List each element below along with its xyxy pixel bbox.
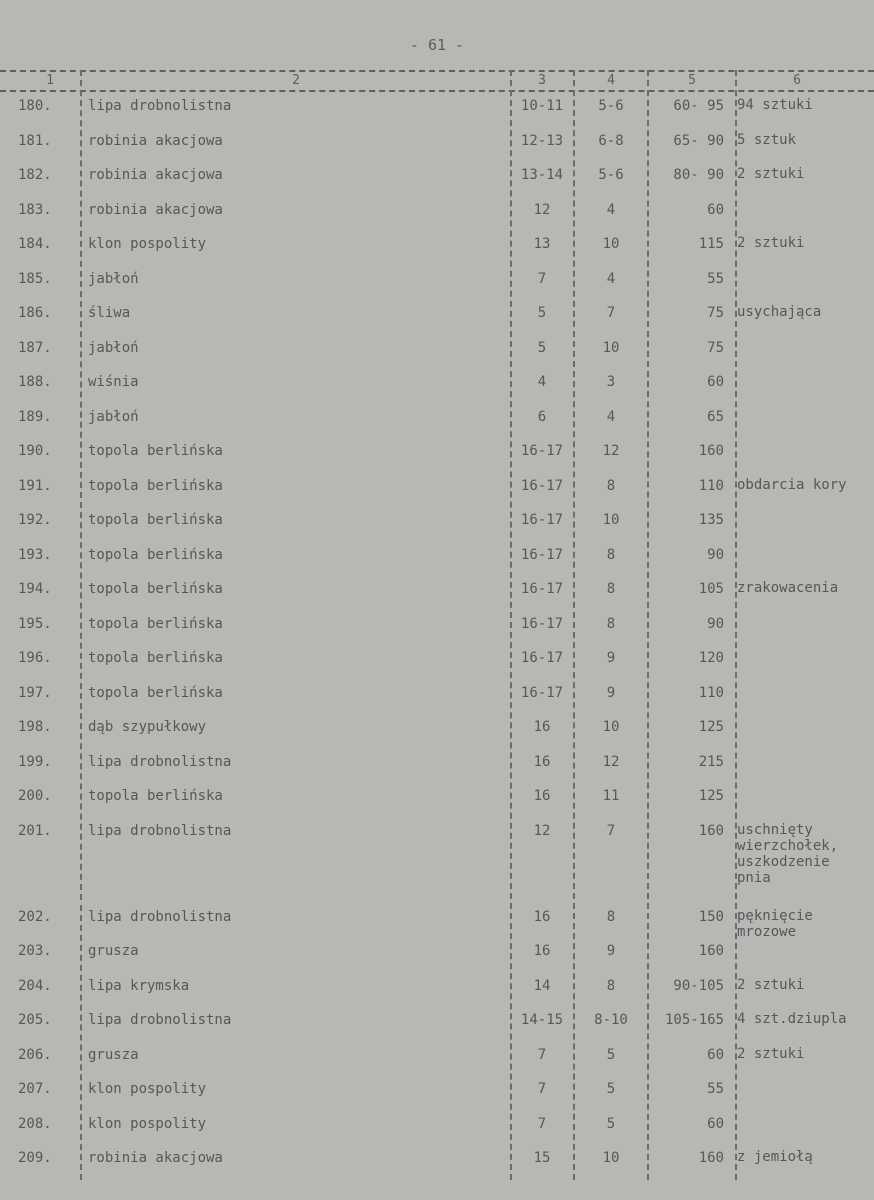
diameter-value: 9: [606, 650, 616, 666]
species-name: grusza: [88, 943, 139, 959]
row-number: 189.: [18, 408, 52, 425]
height-value: 16-17: [520, 512, 564, 528]
species-name: lipa drobnolistna: [88, 822, 232, 839]
perimeter-value: 110: [698, 477, 724, 494]
species-name: jabłoń: [88, 408, 139, 425]
table-row: [0, 408, 874, 438]
species-name: robinia akacjowa: [88, 1150, 223, 1166]
row-number: 197.: [18, 684, 52, 701]
table-row: [0, 1115, 874, 1145]
perimeter-value: 105: [698, 581, 724, 597]
table-row: [0, 201, 874, 231]
height-value: 7: [537, 1115, 547, 1132]
height-value: 12: [533, 201, 551, 218]
perimeter-value: 90-105: [673, 977, 724, 994]
species-name: topola berlińska: [88, 650, 223, 666]
perimeter-value: 55: [707, 270, 724, 287]
row-number: 198.: [18, 719, 52, 735]
perimeter-value: 160: [698, 943, 724, 959]
perimeter-value: 60: [707, 1115, 724, 1132]
height-value: 13-14: [520, 167, 564, 183]
table-row: [0, 787, 874, 817]
perimeter-value: 60- 95: [673, 98, 724, 114]
remark: pęknięcie mrozowe: [737, 907, 813, 940]
height-value: 6: [537, 408, 547, 425]
table-row: [0, 580, 874, 610]
row-number: 209.: [18, 1150, 52, 1166]
column-header-3: 3: [538, 73, 546, 88]
height-value: 16-17: [520, 615, 564, 632]
table-row: [0, 270, 874, 300]
perimeter-value: 80- 90: [673, 167, 724, 183]
table-row: [0, 1080, 874, 1110]
height-value: 16-17: [520, 684, 564, 701]
height-value: 10-11: [520, 98, 564, 114]
remark: 94 sztuki: [737, 97, 813, 113]
table-row: [0, 166, 874, 196]
species-name: klon pospolity: [88, 236, 207, 252]
row-number: 182.: [18, 167, 52, 183]
remark: zrakowacenia: [737, 580, 839, 596]
row-number: 186.: [18, 305, 52, 321]
table-row: [0, 615, 874, 645]
row-number: 202.: [18, 908, 52, 925]
row-number: 192.: [18, 512, 52, 528]
table-row: [0, 373, 874, 403]
perimeter-value: 160: [698, 822, 724, 839]
diameter-value: 8: [606, 581, 616, 597]
height-value: 7: [537, 270, 547, 287]
remark: uschnięty wierzchołek, uszkodzenie pnia: [737, 821, 839, 886]
diameter-value: 7: [606, 822, 616, 839]
row-number: 185.: [18, 270, 52, 287]
row-number: 207.: [18, 1081, 52, 1097]
height-value: 16: [533, 753, 551, 770]
page-number: - 61 -: [409, 36, 465, 54]
perimeter-value: 75: [707, 305, 724, 321]
remark: 5 sztuk: [737, 131, 797, 148]
row-number: 183.: [18, 201, 52, 218]
column-header-4: 4: [607, 73, 615, 88]
row-number: 191.: [18, 477, 52, 494]
remark: 2 sztuki: [737, 235, 805, 251]
row-number: 193.: [18, 546, 52, 563]
species-name: wiśnia: [88, 374, 139, 390]
height-value: 16: [533, 788, 551, 804]
diameter-value: 8: [606, 908, 616, 925]
table-row: [0, 1149, 874, 1179]
row-number: 190.: [18, 443, 52, 459]
height-value: 7: [537, 1081, 547, 1097]
species-name: topola berlińska: [88, 581, 223, 597]
height-value: 4: [537, 374, 547, 390]
diameter-value: 10: [602, 719, 620, 735]
species-name: grusza: [88, 1046, 139, 1063]
perimeter-value: 65: [707, 408, 724, 425]
diameter-value: 5: [606, 1081, 616, 1097]
perimeter-value: 125: [698, 719, 724, 735]
table-row: [0, 442, 874, 472]
remark: usychająca: [737, 304, 822, 320]
species-name: klon pospolity: [88, 1115, 207, 1132]
perimeter-value: 65- 90: [673, 132, 724, 149]
row-number: 187.: [18, 339, 52, 356]
height-value: 14: [533, 977, 551, 994]
height-value: 16-17: [520, 546, 564, 563]
species-name: topola berlińska: [88, 477, 223, 494]
perimeter-value: 105-165: [664, 1012, 724, 1028]
table-row: [0, 684, 874, 714]
diameter-value: 8: [606, 477, 616, 494]
perimeter-value: 115: [698, 236, 724, 252]
diameter-value: 6-8: [598, 132, 624, 149]
height-value: 16: [533, 719, 551, 735]
height-value: 14-15: [520, 1012, 564, 1028]
perimeter-value: 135: [698, 512, 724, 528]
perimeter-value: 110: [698, 684, 724, 701]
row-number: 196.: [18, 650, 52, 666]
diameter-value: 11: [602, 788, 620, 804]
table-row: [0, 1011, 874, 1041]
species-name: topola berlińska: [88, 512, 223, 528]
height-value: 12-13: [520, 132, 564, 149]
perimeter-value: 90: [707, 546, 724, 563]
table-row: [0, 821, 874, 886]
row-number: 181.: [18, 132, 52, 149]
table-row: [0, 477, 874, 507]
height-value: 5: [537, 339, 547, 356]
species-name: robinia akacjowa: [88, 201, 223, 218]
diameter-value: 10: [602, 236, 620, 252]
diameter-value: 5: [606, 1046, 616, 1063]
row-number: 201.: [18, 822, 52, 839]
diameter-value: 8: [606, 977, 616, 994]
species-name: jabłoń: [88, 270, 139, 287]
species-name: robinia akacjowa: [88, 167, 223, 183]
row-number: 188.: [18, 374, 52, 390]
species-name: topola berlińska: [88, 546, 223, 563]
diameter-value: 9: [606, 684, 616, 701]
table-row: [0, 546, 874, 576]
perimeter-value: 160: [698, 443, 724, 459]
diameter-value: 8: [606, 546, 616, 563]
perimeter-value: 120: [698, 650, 724, 666]
perimeter-value: 150: [698, 908, 724, 925]
table-top-rule: [0, 70, 874, 72]
column-header-5: 5: [688, 73, 696, 88]
row-number: 184.: [18, 236, 52, 252]
species-name: jabłoń: [88, 339, 139, 356]
species-name: lipa krymska: [88, 977, 190, 994]
remark: 4 szt.dziupla: [737, 1011, 847, 1027]
species-name: topola berlińska: [88, 788, 223, 804]
row-number: 203.: [18, 943, 52, 959]
column-header-1: 1: [46, 73, 54, 88]
row-number: 208.: [18, 1115, 52, 1132]
table-row: [0, 132, 874, 162]
row-number: 200.: [18, 788, 52, 804]
species-name: dąb szypułkowy: [88, 719, 207, 735]
species-name: topola berlińska: [88, 443, 223, 459]
diameter-value: 8: [606, 615, 616, 632]
perimeter-value: 60: [707, 1046, 724, 1063]
height-value: 7: [537, 1046, 547, 1063]
perimeter-value: 60: [707, 374, 724, 390]
table-row: [0, 977, 874, 1007]
height-value: 16-17: [520, 650, 564, 666]
table-header-rule: [0, 90, 874, 92]
row-number: 205.: [18, 1012, 52, 1028]
diameter-value: 12: [602, 443, 620, 459]
diameter-value: 10: [602, 512, 620, 528]
perimeter-value: 75: [707, 339, 724, 356]
diameter-value: 4: [606, 270, 616, 287]
table-header: [0, 73, 874, 89]
perimeter-value: 55: [707, 1081, 724, 1097]
perimeter-value: 215: [698, 753, 724, 770]
species-name: lipa drobnolistna: [88, 1012, 232, 1028]
row-number: 194.: [18, 581, 52, 597]
table-row: [0, 235, 874, 265]
height-value: 5: [537, 305, 547, 321]
diameter-value: 5-6: [598, 167, 624, 183]
perimeter-value: 90: [707, 615, 724, 632]
diameter-value: 4: [606, 408, 616, 425]
diameter-value: 5-6: [598, 98, 624, 114]
diameter-value: 10: [602, 1150, 620, 1166]
diameter-value: 3: [606, 374, 616, 390]
height-value: 16-17: [520, 477, 564, 494]
table-row: [0, 753, 874, 783]
row-number: 195.: [18, 615, 52, 632]
perimeter-value: 160: [698, 1150, 724, 1166]
diameter-value: 9: [606, 943, 616, 959]
diameter-value: 5: [606, 1115, 616, 1132]
diameter-value: 7: [606, 305, 616, 321]
species-name: topola berlińska: [88, 684, 223, 701]
diameter-value: 4: [606, 201, 616, 218]
remark: z jemiołą: [737, 1149, 813, 1165]
remark: 2 sztuki: [737, 1045, 805, 1062]
table-row: [0, 718, 874, 748]
remark: obdarcia kory: [737, 476, 847, 493]
species-name: klon pospolity: [88, 1081, 207, 1097]
table-row: [0, 908, 874, 938]
species-name: robinia akacjowa: [88, 132, 223, 149]
remark: 2 sztuki: [737, 166, 805, 182]
column-header-6: 6: [793, 73, 801, 88]
height-value: 13: [533, 236, 551, 252]
table-row: [0, 304, 874, 334]
row-number: 206.: [18, 1046, 52, 1063]
species-name: śliwa: [88, 305, 131, 321]
diameter-value: 10: [602, 339, 620, 356]
height-value: 16: [533, 908, 551, 925]
species-name: topola berlińska: [88, 615, 223, 632]
height-value: 16-17: [520, 443, 564, 459]
height-value: 16: [533, 943, 551, 959]
perimeter-value: 60: [707, 201, 724, 218]
species-name: lipa drobnolistna: [88, 753, 232, 770]
remark: 2 sztuki: [737, 976, 805, 993]
row-number: 199.: [18, 753, 52, 770]
diameter-value: 8-10: [594, 1012, 628, 1028]
species-name: lipa drobnolistna: [88, 98, 232, 114]
diameter-value: 12: [602, 753, 620, 770]
height-value: 12: [533, 822, 551, 839]
row-number: 204.: [18, 977, 52, 994]
table-row: [0, 339, 874, 369]
height-value: 16-17: [520, 581, 564, 597]
height-value: 15: [533, 1150, 551, 1166]
row-number: 180.: [18, 98, 52, 114]
column-header-2: 2: [292, 73, 300, 88]
table-row: [0, 649, 874, 679]
table-row: [0, 1046, 874, 1076]
table-row: [0, 942, 874, 972]
table-row: [0, 97, 874, 127]
table-row: [0, 511, 874, 541]
species-name: lipa drobnolistna: [88, 908, 232, 925]
perimeter-value: 125: [698, 788, 724, 804]
